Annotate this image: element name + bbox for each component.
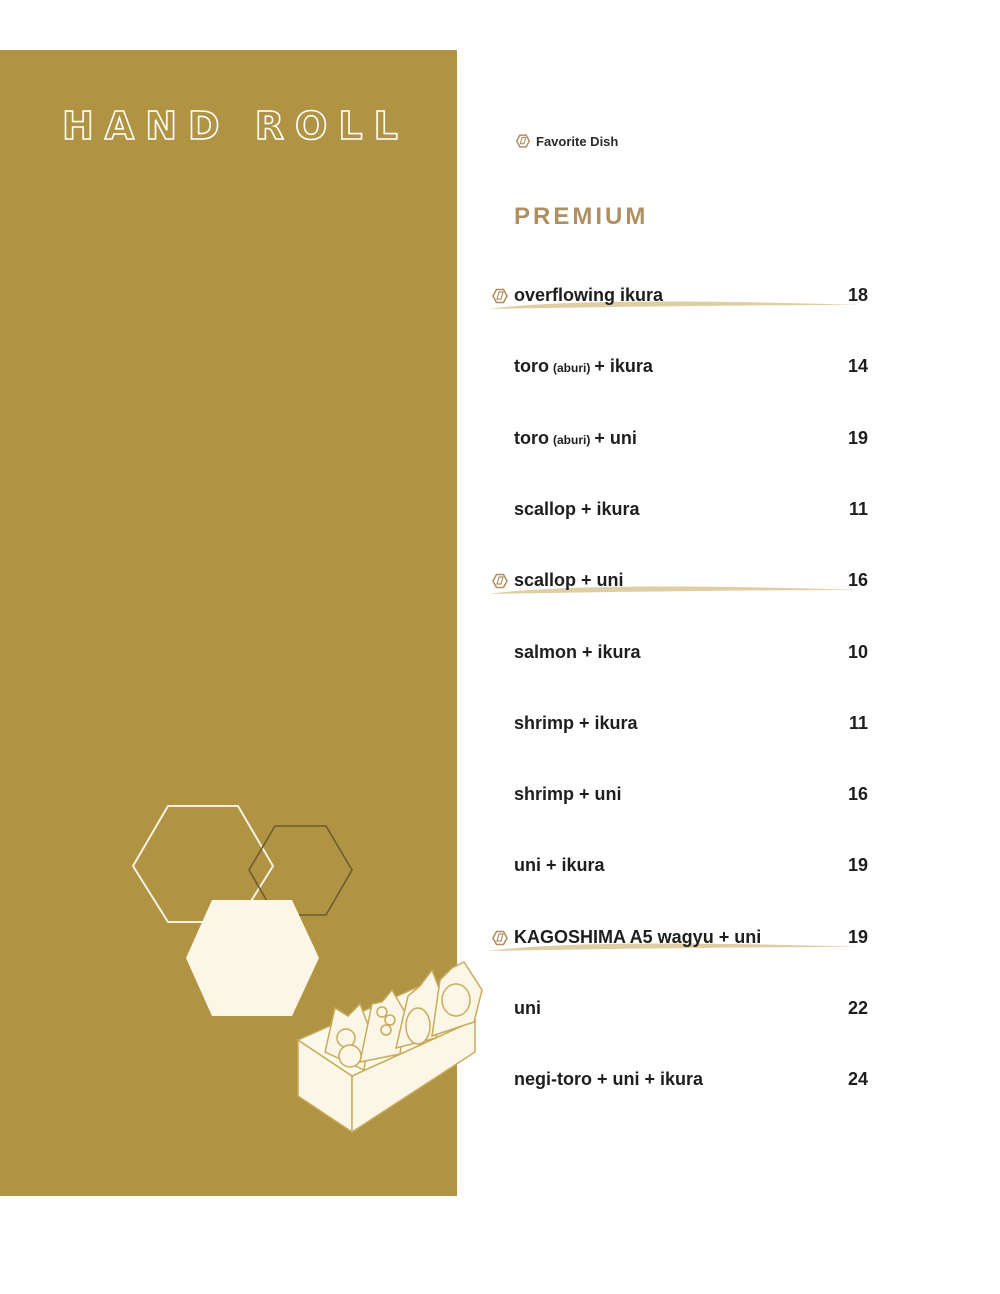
menu-item: [488, 356, 878, 396]
menu-item-name-text: shrimp + uni: [514, 784, 622, 804]
favorite-hex-icon: [514, 132, 532, 150]
hand-roll-tray-icon: [298, 962, 482, 1132]
menu-item: [488, 285, 878, 325]
legend-label: Favorite Dish: [536, 133, 619, 149]
menu-item-price: 16: [847, 784, 868, 804]
menu-item-name: [514, 428, 637, 449]
menu-item-price: 19: [847, 855, 868, 875]
menu-item: [488, 998, 878, 1038]
menu-item-name: [514, 356, 653, 377]
menu-item-suffix: + ikura: [594, 356, 653, 376]
menu-item-price: 19: [847, 927, 868, 947]
menu-item: [488, 855, 878, 895]
favorite-hex-icon: [490, 286, 510, 306]
menu-item: [488, 784, 878, 824]
menu-item: [488, 1069, 878, 1109]
menu-item-note: (aburi): [553, 433, 591, 447]
menu-item-name-text: shrimp + ikura: [514, 713, 638, 733]
menu-item-name-text: scallop + ikura: [514, 499, 640, 519]
menu-item-name-text: salmon + ikura: [514, 642, 641, 662]
menu-item-name: [514, 713, 638, 734]
favorite-legend: [514, 132, 618, 150]
menu-item-name-text: toro: [514, 428, 549, 448]
menu-item-price: 18: [847, 285, 868, 305]
menu-item: [488, 927, 878, 967]
menu-item-price: 14: [847, 356, 868, 376]
favorite-hex-icon: [490, 571, 510, 591]
menu-item-price: 22: [847, 998, 868, 1018]
menu-item-price: 10: [847, 642, 868, 662]
menu-item-name: [514, 927, 761, 948]
menu-item-price: 24: [847, 1069, 868, 1089]
menu-item-name-text: uni + ikura: [514, 855, 605, 875]
menu-item-name: [514, 784, 622, 805]
menu-item-name: [514, 642, 641, 663]
menu-item: [488, 499, 878, 539]
menu-item-price: 16: [847, 570, 868, 590]
menu-item-name: [514, 855, 605, 876]
menu-item-name-text: uni: [514, 998, 541, 1018]
menu-item-name: [514, 998, 541, 1019]
favorite-hex-icon: [490, 928, 510, 948]
menu-item-name: [514, 570, 624, 591]
menu-item-name-text: KAGOSHIMA A5 wagyu + uni: [514, 927, 762, 947]
menu-item-name-text: overflowing ikura: [514, 285, 664, 305]
menu-item: [488, 570, 878, 610]
menu-item: [488, 713, 878, 753]
menu-item-name: [514, 1069, 703, 1090]
menu-item: [488, 642, 878, 682]
menu-item-price: 11: [848, 499, 868, 519]
menu-item-suffix: + uni: [594, 428, 637, 448]
menu-item: [488, 428, 878, 468]
hexagon-hand-roll-illustration: [120, 790, 500, 1150]
section-title-premium: PREMIUM: [514, 203, 649, 230]
hexagon-filled: [186, 900, 319, 1016]
page-title: HAND ROLL: [62, 104, 409, 148]
menu-item-name: [514, 285, 663, 306]
menu-item-name-text: negi-toro + uni + ikura: [514, 1069, 704, 1089]
menu-item-name: [514, 499, 640, 520]
menu-item-name-text: scallop + uni: [514, 570, 624, 590]
menu-item-name-text: toro: [514, 356, 549, 376]
menu-item-price: 19: [847, 428, 868, 448]
menu-item-price: 11: [848, 713, 868, 733]
menu-item-note: (aburi): [553, 361, 591, 375]
